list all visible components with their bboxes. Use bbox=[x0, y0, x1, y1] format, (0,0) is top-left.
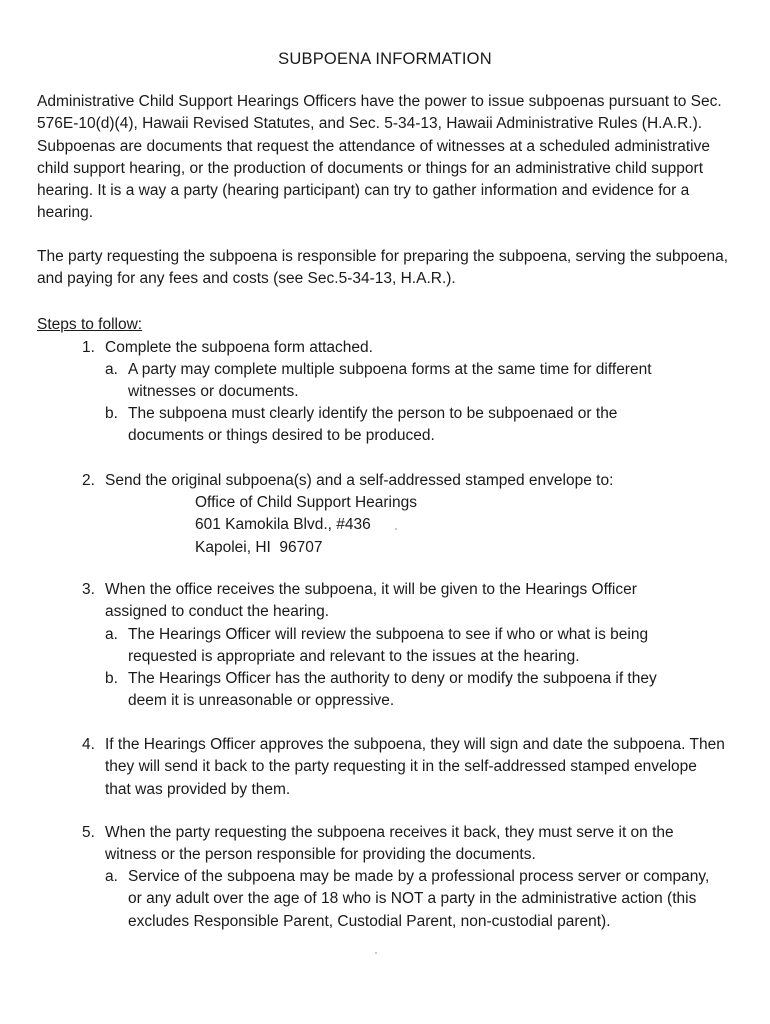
step-3b-letter: b. bbox=[105, 670, 118, 687]
step-2-number: 2. bbox=[82, 472, 95, 489]
step-3a-text: The Hearings Officer will review the subpoena to see if who or what is being requested is appropriate and relevant to the issues at the hearing. bbox=[128, 626, 649, 666]
step-3-number: 3. bbox=[82, 581, 95, 598]
steps-heading: Steps to follow: bbox=[37, 316, 143, 333]
responsibility-paragraph: The party requesting the subpoena is responsible for preparing the subpoena, serving the subpoena, and paying for any fees and costs (see Sec.5-34-13, H.A.R.). bbox=[37, 248, 729, 288]
step-5-number: 5. bbox=[82, 824, 95, 841]
step-1-number: 1. bbox=[82, 339, 95, 356]
step-3b-text: The Hearings Officer has the authority to deny or modify the subpoena if they deem it is unreasonable or oppressive. bbox=[128, 670, 657, 710]
step-3a-letter: a. bbox=[105, 626, 118, 643]
step-4-number: 4. bbox=[82, 736, 95, 753]
step-1a-letter: a. bbox=[105, 361, 118, 378]
address-line-street: 601 Kamokila Blvd., #436 bbox=[195, 516, 371, 533]
page-title: SUBPOENA INFORMATION bbox=[278, 50, 492, 68]
step-5-text: When the party requesting the subpoena receives it back, they must serve it on the witness or the person responsible for providing the documents. bbox=[105, 824, 674, 864]
step-3-text: When the office receives the subpoena, it will be given to the Hearings Officer assigned to conduct the hearing. bbox=[105, 581, 637, 621]
step-2-text: Send the original subpoena(s) and a self-addressed stamped envelope to: bbox=[105, 472, 614, 489]
step-4-text: If the Hearings Officer approves the subpoena, they will sign and date the subpoena. Then they will send it back to the party requesting it in the self-addressed stamped envelope that was provided by them. bbox=[105, 736, 725, 798]
step-1a-text: A party may complete multiple subpoena forms at the same time for different witnesses or documents. bbox=[128, 361, 652, 401]
address-line-city: Kapolei, HI 96707 bbox=[195, 539, 323, 556]
step-5a-text: Service of the subpoena may be made by a professional process server or company, or any adult over the age of 18 who is NOT a party in the administrative action (this excludes Responsible Parent, Custodial Parent, non-custodial parent). bbox=[128, 868, 710, 930]
scan-speck bbox=[395, 528, 397, 530]
step-1-text: Complete the subpoena form attached. bbox=[105, 339, 373, 356]
intro-paragraph: Administrative Child Support Hearings Officers have the power to issue subpoenas pursuant to Sec. 576E-10(d)(4), Hawaii Revised Statutes, and Sec. 5-34-13, Hawaii Administrative Rules (H.A.R.). Subpoenas are documents that request the attendance of witnesses at a scheduled administrative child support hearing, or the production of documents or things for an administrative child support hearing. It is a way a party (hearing participant) can try to gather information and evidence for a hearing. bbox=[37, 93, 722, 222]
step-1b-letter: b. bbox=[105, 405, 118, 422]
step-1b-text: The subpoena must clearly identify the person to be subpoenaed or the documents or things desired to be produced. bbox=[128, 405, 618, 445]
scan-speck bbox=[375, 952, 377, 954]
address-line-office: Office of Child Support Hearings bbox=[195, 494, 417, 511]
step-5a-letter: a. bbox=[105, 868, 118, 885]
